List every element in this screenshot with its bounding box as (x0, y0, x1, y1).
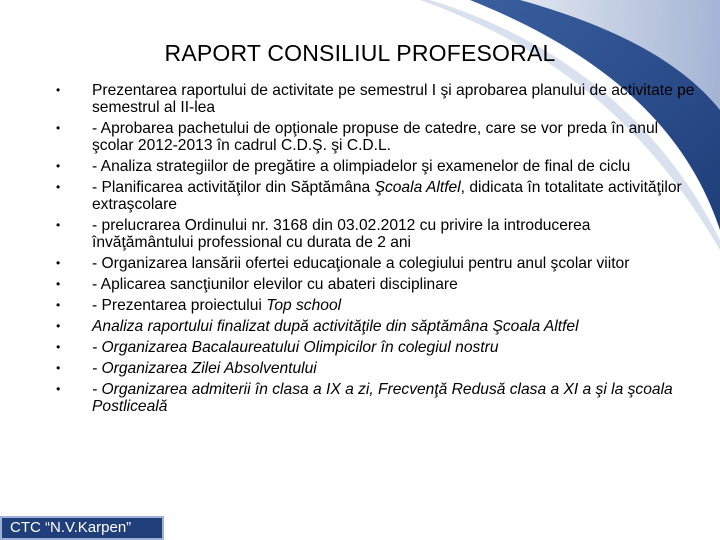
bullet-icon: • (56, 256, 61, 270)
bullet-icon: • (56, 298, 61, 312)
item-text-italic: Top school (266, 297, 342, 314)
list-item (56, 318, 696, 335)
item-text: - Aprobarea pachetului de opţionale propuse de catedre, care se vor preda în anul şcolar 2012-2013 în cadrul C.D.Ş. şi C.D.L. (92, 120, 659, 154)
item-text: Analiza raportului finalizat după activităţile din săptămâna Şcoala Altfel (92, 318, 579, 335)
list-item (56, 179, 696, 213)
bullet-icon: • (56, 319, 61, 333)
list-item (56, 255, 696, 272)
item-text: - Planificarea activităţilor din Săptămâna (92, 179, 375, 196)
bullet-icon: • (56, 121, 61, 135)
bullet-icon: • (56, 277, 61, 291)
list-item (56, 158, 696, 175)
item-text: - Organizarea lansării ofertei educaţionale a colegiului pentru anul şcolar viitor (92, 255, 630, 272)
item-text: - Organizarea Bacalaureatului Olimpicilor în colegiul nostru (92, 339, 499, 356)
list-item (56, 82, 696, 116)
bullet-icon: • (56, 340, 61, 354)
item-text: Prezentarea raportului de activitate pe semestrul I şi aprobarea planului de activitate pe semestrul al II-lea (92, 82, 695, 116)
page-title: RAPORT CONSILIUL PROFESORAL (164, 40, 556, 66)
bullet-icon: • (56, 83, 61, 97)
bullet-icon: • (56, 382, 61, 396)
item-text: - Analiza strategiilor de pregătire a olimpiadelor şi examenelor de final de ciclu (92, 158, 631, 175)
footer-label: CTC “N.V.Karpen” (0, 516, 164, 540)
list-item (56, 360, 696, 377)
list-item (56, 297, 696, 314)
list-item (56, 339, 696, 356)
item-text-italic: Şcoala Altfel (374, 179, 461, 196)
bullet-icon: • (56, 218, 61, 232)
item-text: - Organizarea admiterii în clasa a IX a zi, Frecvenţă Redusă clasa a XI a şi la şcoala Postliceală (92, 381, 673, 415)
item-text: - Organizarea Zilei Absolventului (92, 360, 317, 377)
list-item (56, 217, 696, 251)
agenda-list (56, 82, 696, 419)
bullet-icon: • (56, 180, 61, 194)
item-text: , didicata în totalitate activităţilor extraşcolare (92, 179, 682, 213)
list-item (56, 120, 696, 154)
bullet-icon: • (56, 159, 61, 173)
item-text: - prelucrarea Ordinului nr. 3168 din 03.02.2012 cu privire la introducerea învăţământului professional cu durata de 2 ani (92, 217, 591, 251)
list-item (56, 276, 696, 293)
item-text: - Aplicarea sancţiunilor elevilor cu abateri disciplinare (92, 276, 458, 293)
list-item (56, 381, 696, 415)
bullet-icon: • (56, 361, 61, 375)
item-text: - Prezentarea proiectului (92, 297, 267, 314)
